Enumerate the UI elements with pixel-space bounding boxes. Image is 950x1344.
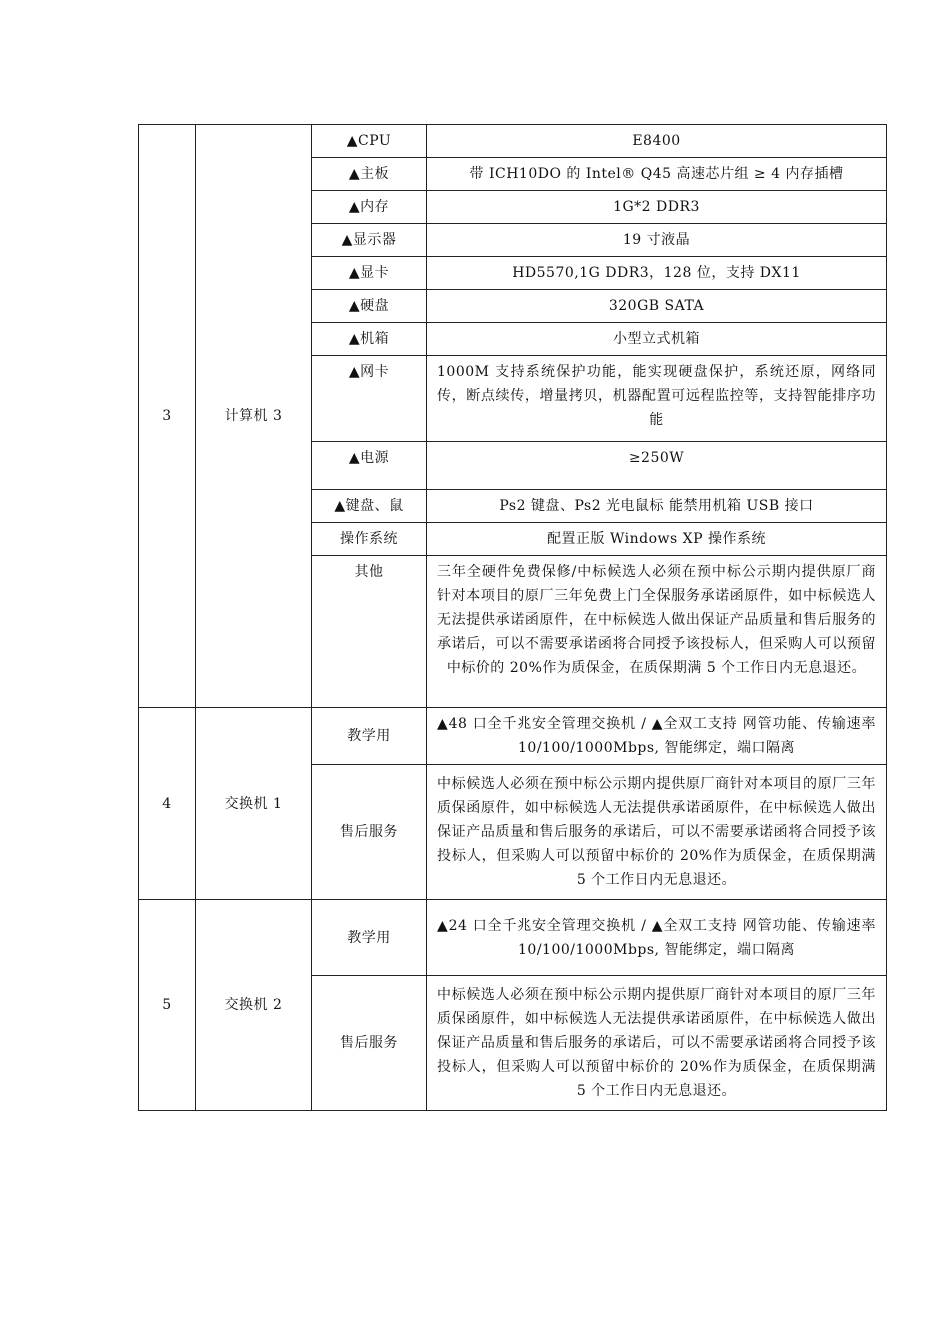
spec-value: Ps2 键盘、Ps2 光电鼠标 能禁用机箱 USB 接口	[427, 490, 887, 523]
spec-value: 带 ICH10DO 的 Intel® Q45 高速芯片组 ≥ 4 内存插槽	[427, 158, 887, 191]
item-number: 3	[139, 125, 196, 708]
spec-key: 教学用	[312, 900, 427, 976]
spec-value: 1000M 支持系统保护功能，能实现硬盘保护，系统还原，网络同传，断点续传，增量拷贝，机器配置可远程监控等，支持智能排序功能	[427, 356, 887, 442]
item-name: 计算机 3	[196, 125, 312, 708]
spec-value: ▲48 口全千兆安全管理交换机 / ▲全双工支持 网管功能、传输速率 10/100/1000Mbps, 智能绑定，端口隔离	[427, 708, 887, 765]
spec-key: 售后服务	[312, 976, 427, 1111]
spec-key: ▲主板	[312, 158, 427, 191]
spec-key: ▲电源	[312, 442, 427, 490]
spec-key: 其他	[312, 556, 427, 708]
spec-value: 19 寸液晶	[427, 224, 887, 257]
spec-key: ▲CPU	[312, 125, 427, 158]
item-number: 4	[139, 708, 196, 900]
spec-value: 中标候选人必须在预中标公示期内提供原厂商针对本项目的原厂三年质保函原件，如中标候选人无法提供承诺函原件，在中标候选人做出保证产品质量和售后服务的承诺后，可以不需要承诺函将合同授予该投标人，但采购人可以预留中标价的 20%作为质保金，在质保期满 5 个工作日内无息退还。	[427, 976, 887, 1111]
item-number: 5	[139, 900, 196, 1111]
table-row	[139, 708, 887, 765]
spec-key: ▲硬盘	[312, 290, 427, 323]
spec-value: E8400	[427, 125, 887, 158]
spec-key: ▲显卡	[312, 257, 427, 290]
spec-value: 中标候选人必须在预中标公示期内提供原厂商针对本项目的原厂三年质保函原件，如中标候选人无法提供承诺函原件，在中标候选人做出保证产品质量和售后服务的承诺后，可以不需要承诺函将合同授予该投标人，但采购人可以预留中标价的 20%作为质保金，在质保期满 5 个工作日内无息退还。	[427, 765, 887, 900]
spec-value: ≥250W	[427, 442, 887, 490]
spec-key: 教学用	[312, 708, 427, 765]
spec-table	[138, 124, 887, 1111]
item-name: 交换机 2	[196, 900, 312, 1111]
spec-value: 三年全硬件免费保修/中标候选人必须在预中标公示期内提供原厂商针对本项目的原厂三年免费上门全保服务承诺函原件，如中标候选人无法提供承诺函原件，在中标候选人做出保证产品质量和售后服务的承诺后，可以不需要承诺函将合同授予该投标人，但采购人可以预留中标价的 20%作为质保金，在质保期满 5 个工作日内无息退还。	[427, 556, 887, 708]
spec-value: 320GB SATA	[427, 290, 887, 323]
spec-value: ▲24 口全千兆安全管理交换机 / ▲全双工支持 网管功能、传输速率 10/100/1000Mbps, 智能绑定，端口隔离	[427, 900, 887, 976]
spec-key: ▲显示器	[312, 224, 427, 257]
spec-value: HD5570,1G DDR3，128 位，支持 DX11	[427, 257, 887, 290]
spec-key: ▲键盘、鼠	[312, 490, 427, 523]
item-name: 交换机 1	[196, 708, 312, 900]
table-row	[139, 125, 887, 158]
spec-key: ▲网卡	[312, 356, 427, 442]
spec-value: 1G*2 DDR3	[427, 191, 887, 224]
spec-key: 售后服务	[312, 765, 427, 900]
spec-key: 操作系统	[312, 523, 427, 556]
spec-key: ▲内存	[312, 191, 427, 224]
spec-value: 小型立式机箱	[427, 323, 887, 356]
spec-key: ▲机箱	[312, 323, 427, 356]
spec-value: 配置正版 Windows XP 操作系统	[427, 523, 887, 556]
table-row	[139, 900, 887, 976]
